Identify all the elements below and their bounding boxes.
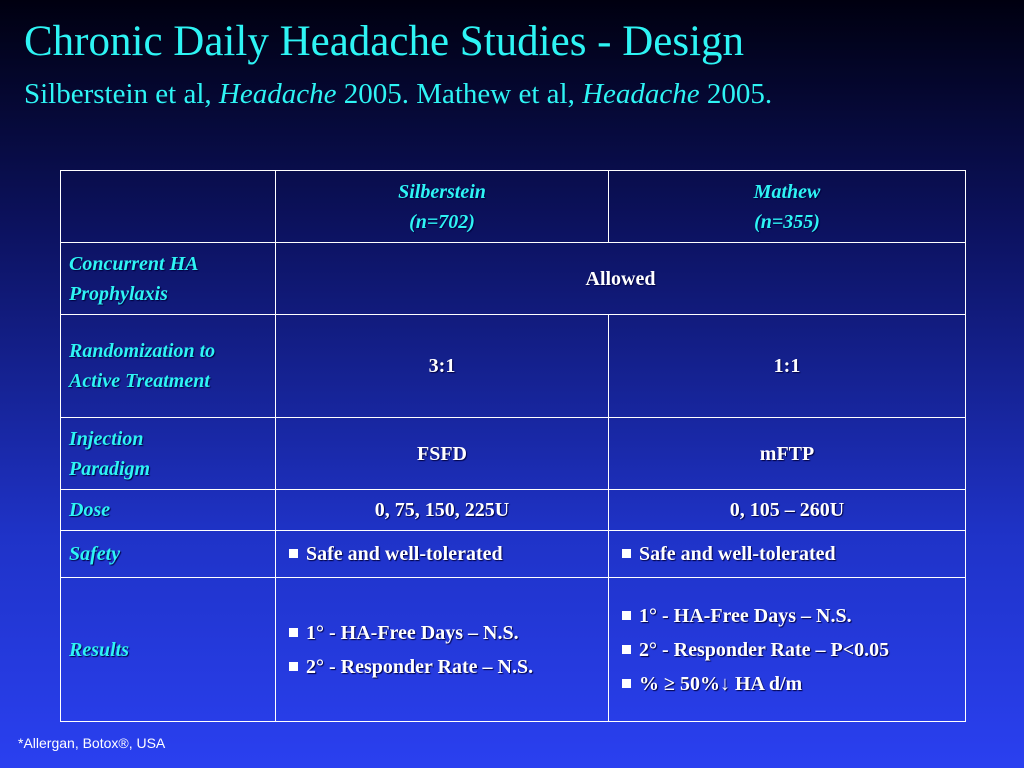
bullet-item: 1° - HA-Free Days – N.S. [286,618,600,648]
table-header-row [61,171,966,243]
footnote: *Allergan, Botox®, USA [18,735,166,751]
header-mathew-name: Mathew [753,181,821,203]
table-row-randomization [61,315,966,418]
cell-safety-mathew [609,531,966,578]
row-label-dose: Dose [61,490,276,531]
cell-dose-silberstein: 0, 75, 150, 225U [276,490,609,531]
header-silberstein-name: Silberstein [398,181,486,203]
citation-year1: 2005. Mathew et al, [336,78,583,110]
header-mathew [609,171,966,243]
table-row-results [61,578,966,722]
row-label-line: Injection [69,427,144,450]
bullet-item: Safe and well-tolerated [286,539,600,569]
bullet-item: 1° - HA-Free Days – N.S. [619,601,957,631]
bullet-list [619,601,957,699]
bullet-list [286,618,600,682]
row-label-randomization [61,315,276,418]
row-label-line: Paradigm [69,457,151,480]
header-silberstein [276,171,609,243]
bullet-item: 2° - Responder Rate – P<0.05 [619,635,957,665]
citation-year2: 2005. [699,78,773,110]
row-label-line: Prophylaxis [69,282,168,305]
row-label-results: Results [61,578,276,722]
row-label-safety: Safety [61,531,276,578]
cell-injection-mathew: mFTP [609,418,966,490]
cell-results-silberstein [276,578,609,722]
row-label-injection [61,418,276,490]
table-row-injection [61,418,966,490]
bullet-item: Safe and well-tolerated [619,539,957,569]
bullet-item: 2° - Responder Rate – N.S. [286,652,600,682]
header-silberstein-n: (n=702) [409,211,475,233]
slide-title: Chronic Daily Headache Studies - Design [24,18,745,65]
table-row-safety [61,531,966,578]
row-label-prophylaxis [61,243,276,315]
cell-safety-silberstein [276,531,609,578]
cell-injection-silberstein: FSFD [276,418,609,490]
cell-dose-mathew: 0, 105 – 260U [609,490,966,531]
citation-journal1: Headache [218,78,337,110]
cell-randomization-mathew: 1:1 [609,315,966,418]
study-design-table [60,170,966,722]
table-row-dose [61,490,966,531]
header-empty-cell [61,171,276,243]
bullet-list [619,539,957,569]
header-mathew-n: (n=355) [754,211,820,233]
citation-journal2: Headache [582,78,700,110]
citation-author1: Silberstein et al, [24,78,219,110]
cell-results-mathew [609,578,966,722]
cell-randomization-silberstein: 3:1 [276,315,609,418]
row-label-line: Concurrent HA [69,252,199,275]
table-row-prophylaxis [61,243,966,315]
bullet-list [286,539,600,569]
row-label-line: Randomization to [69,340,216,362]
slide-citation [24,78,772,111]
row-label-line: Active Treatment [69,370,210,392]
cell-prophylaxis-allowed: Allowed [276,243,966,315]
bullet-item: % ≥ 50%↓ HA d/m [619,669,957,699]
